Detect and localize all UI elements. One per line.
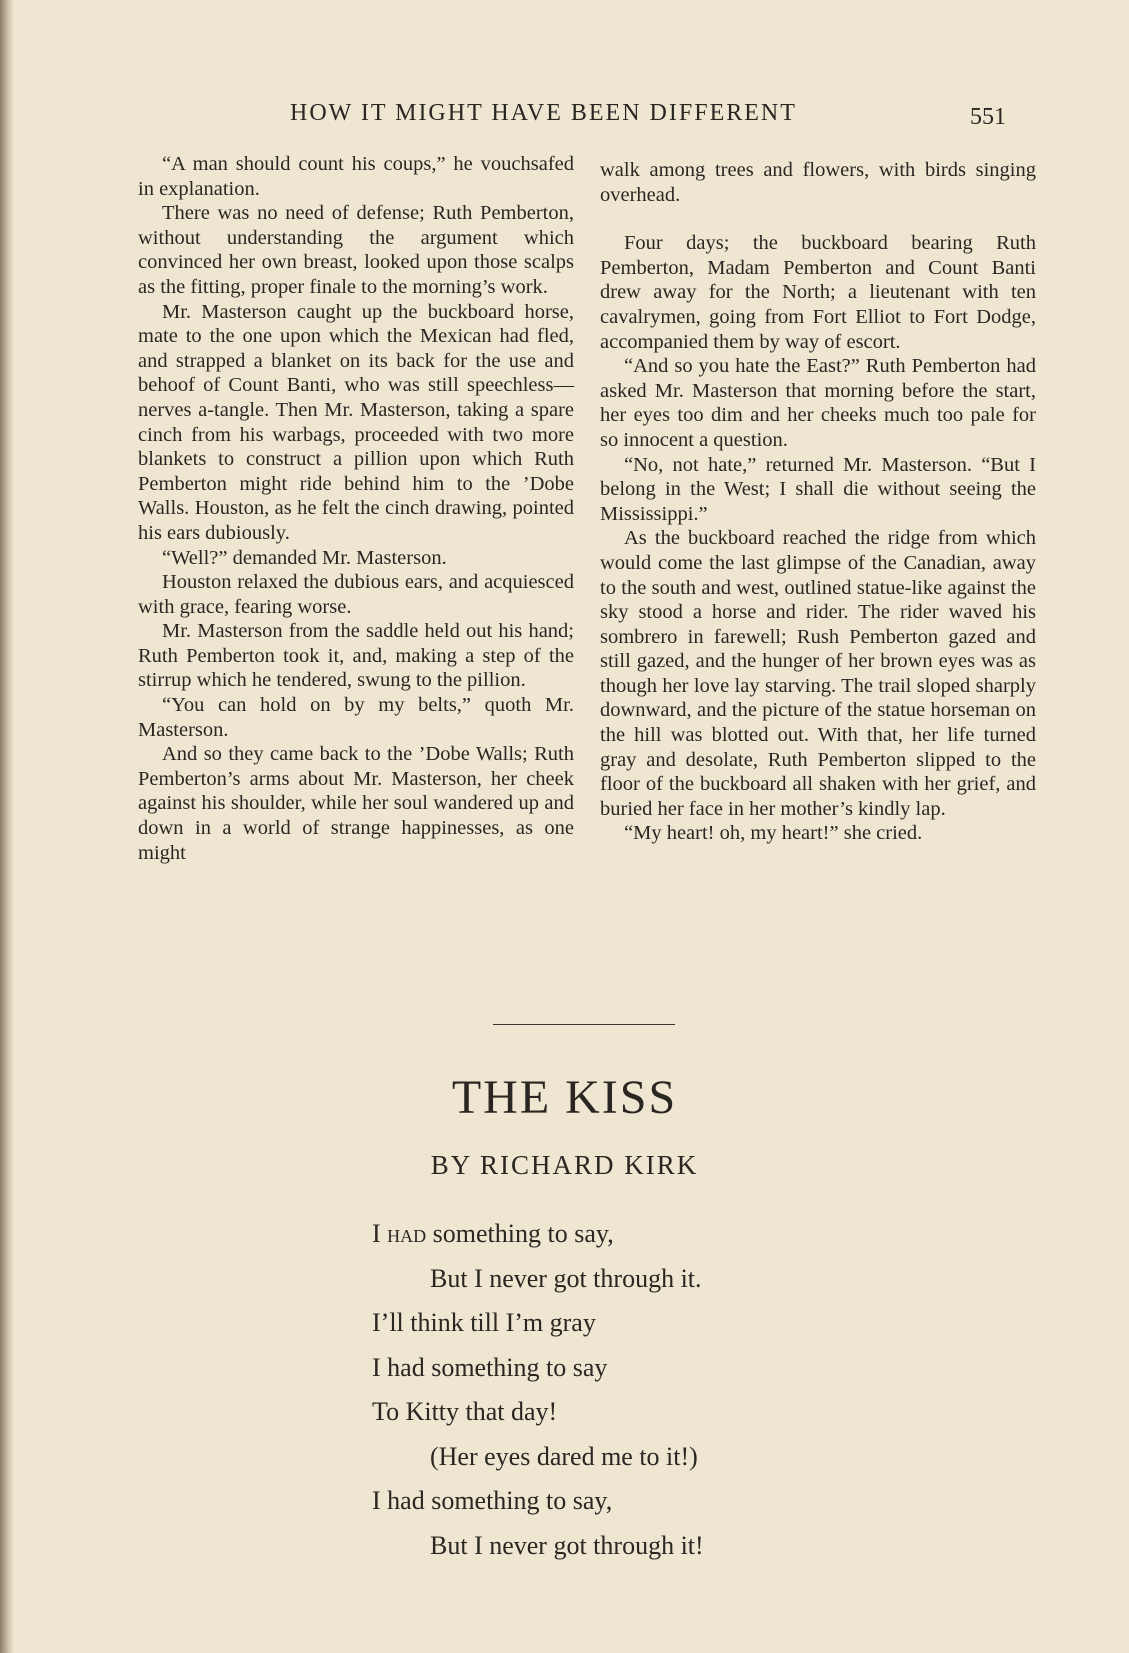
- paragraph: Mr. Masterson caught up the buckboard horse, mate to the one upon which the Mexican had fled, and strapped a blanket on its back for the use and behoof of Count Banti, who was still speechless—nerves a-tangle. Then Mr. Masterson, taking a spare cinch from his warbags, proceeded with two more blankets to construct a pillion upon which Ruth Pemberton might ride behind him to the ’Dobe Walls. Houston, as he felt the cinch drawing, pointed his ears dubiously.: [138, 300, 574, 544]
- poem-line: I had something to say,: [372, 1486, 613, 1515]
- poem: [372, 1212, 972, 1568]
- poem-line: [372, 1212, 972, 1257]
- poem-line: To Kitty that day!: [372, 1397, 558, 1426]
- paragraph: Houston relaxed the dubious ears, and acquiesced with grace, fearing worse.: [138, 571, 574, 618]
- right-column: [600, 158, 1036, 846]
- paragraph: There was no need of defense; Ruth Pemberton, without understanding the argument which convinced her own breast, looked upon those scalps as the fitting, proper finale to the morning’s work.: [138, 202, 574, 298]
- poem-line: I’ll think till I’m gray: [372, 1308, 596, 1337]
- paragraph: And so they came back to the ’Dobe Walls; Ruth Pemberton’s arms about Mr. Masterson, her cheek against his shoulder, while her soul wandered up and down in a world of strange happinesses, as one might: [138, 743, 574, 864]
- poem-title: THE KISS: [451, 1071, 678, 1124]
- poem-line: I had something to say: [372, 1352, 608, 1382]
- poem-line: (Her eyes dared me to it!): [430, 1441, 698, 1471]
- paragraph: “No, not hate,” returned Mr. Masterson. “But I belong in the West; I shall die without seeing the Mississippi.”: [600, 453, 1036, 525]
- paragraph: walk among trees and flowers, with birds singing overhead.: [600, 159, 1036, 206]
- paragraph: “Well?” demanded Mr. Masterson.: [162, 546, 447, 569]
- page-edge: [0, 0, 14, 1653]
- paragraph: Mr. Masterson from the saddle held out his hand; Ruth Pemberton took it, and, making a step of the stirrup which he tendered, swung to the pillion.: [138, 620, 574, 692]
- paragraph: “My heart! oh, my heart!” she cried.: [624, 822, 923, 845]
- paragraph: Four days; the buckboard bearing Ruth Pemberton, Madam Pemberton and Count Banti drew away for the North; a lieutenant with ten cavalrymen, going from Fort Elliot to Fort Dodge, accompanied them by way of escort.: [600, 232, 1036, 353]
- paragraph: “A man should count his coups,” he vouchsafed in explanation.: [138, 153, 574, 200]
- poem-line: But I never got through it.: [430, 1263, 702, 1293]
- poem-line: But I never got through it!: [430, 1530, 704, 1560]
- page-number: 551: [970, 104, 1006, 130]
- poem-smallcaps-word: had: [387, 1219, 427, 1248]
- running-head: [120, 100, 1065, 140]
- section-divider: [493, 1024, 675, 1025]
- left-column: [138, 152, 574, 865]
- paragraph: As the buckboard reached the ridge from which would come the last glimpse of the Canadian, away to the south and west, outlined statue-like against the sky stood a horse and rider. The rider waved his sombrero in farewell; Rush Pemberton gazed and still gazed, and the hunger of her brown eyes was as though her love lay starving. The trail sloped sharply downward, and the picture of the statue horseman on the hill was blotted out. With that, her life turned gray and desolate, Ruth Pemberton slipped to the floor of the buckboard all shaken with her grief, and buried her face in her mother’s kindly lap.: [600, 527, 1036, 820]
- poem-first-line-rest: something to say,: [426, 1219, 614, 1248]
- poem-first-word: I: [372, 1219, 381, 1248]
- paragraph: “And so you hate the East?” Ruth Pemberton had asked Mr. Masterson that morning before the start, her eyes too dim and her cheeks much too pale for so innocent a question.: [600, 355, 1036, 451]
- paragraph: “You can hold on by my belts,” quoth Mr. Masterson.: [138, 694, 574, 741]
- poem-byline: BY RICHARD KIRK: [430, 1150, 699, 1180]
- running-title: HOW IT MIGHT HAVE BEEN DIFFERENT: [290, 100, 797, 126]
